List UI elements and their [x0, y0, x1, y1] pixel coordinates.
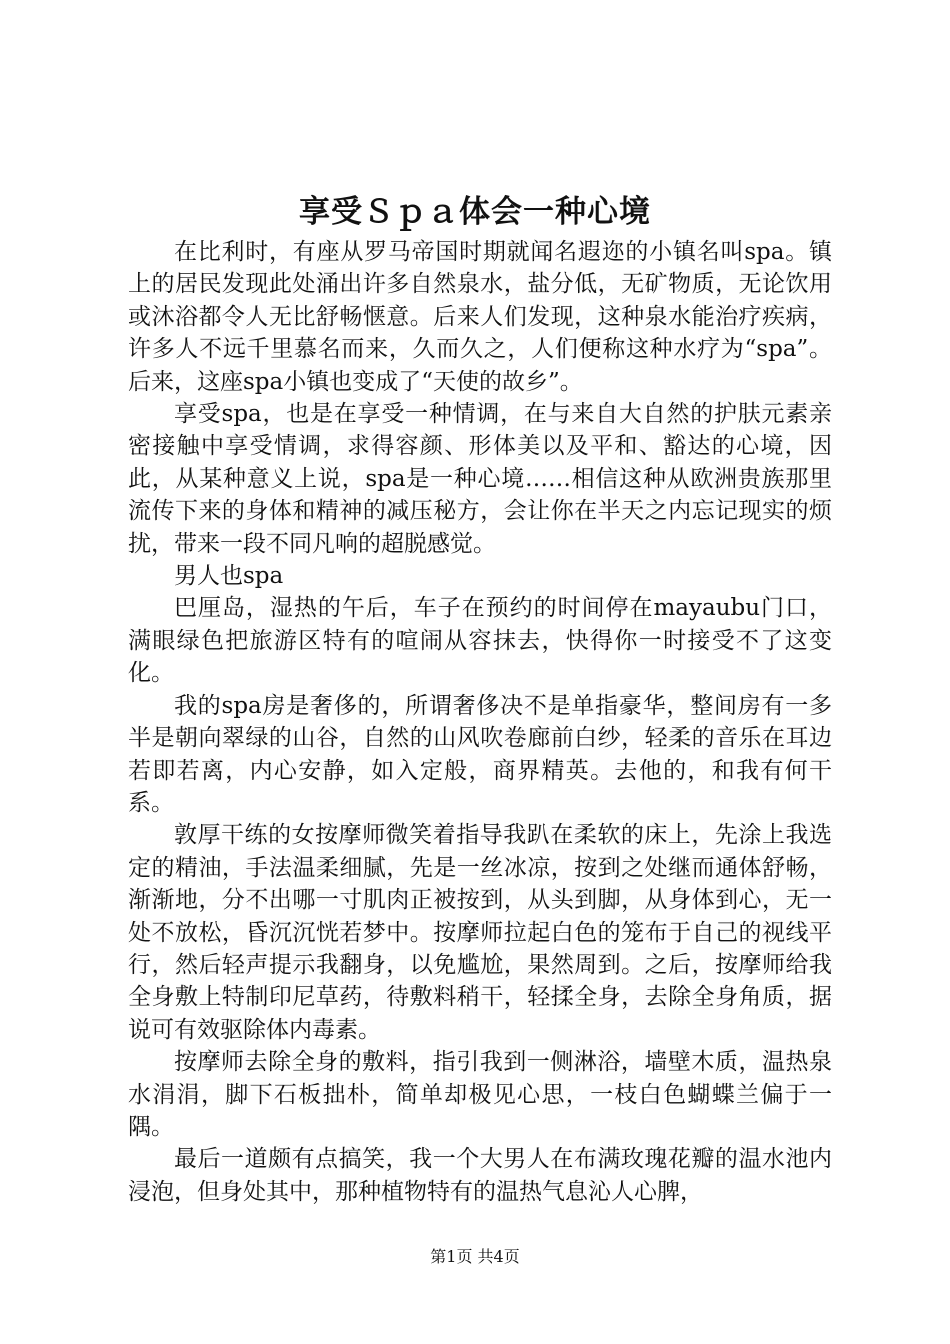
- document-body: [128, 236, 832, 1208]
- section-heading: 男人也spa: [174, 563, 284, 590]
- document-title: 享受Ｓｐａ体会一种心境: [299, 194, 651, 230]
- paragraph: 享受spa，也是在享受一种情调，在与来自大自然的护肤元素亲密接触中享受情调，求得容颜、形体美以及平和、豁达的心境，因此，从某种意义上说，spa是一种心境……相信这种从欧洲贵族那里流传下来的身体和精神的减压秘方，会让你在半天之内忘记现实的烦扰，带来一段不同凡响的超脱感觉。: [128, 401, 832, 557]
- page-footer: 第1页 共4页: [430, 1247, 520, 1266]
- paragraph: 最后一道颇有点搞笑，我一个大男人在布满玫瑰花瓣的温水池内浸泡，但身处其中，那种植物特有的温热气息沁人心脾，: [128, 1146, 832, 1205]
- paragraph: 在比利时，有座从罗马帝国时期就闻名遐迩的小镇名叫spa。镇上的居民发现此处涌出许多自然泉水，盐分低，无矿物质，无论饮用或沐浴都令人无比舒畅惬意。后来人们发现，这种泉水能治疗疾病，许多人不远千里慕名而来，久而久之，人们便称这种水疗为“spa”。后来，这座spa小镇也变成了“天使的故乡”。: [128, 239, 832, 395]
- paragraph: 按摩师去除全身的敷料，指引我到一侧淋浴，墙壁木质，温热泉水涓涓，脚下石板拙朴，简单却极见心思，一枝白色蝴蝶兰偏于一隅。: [128, 1049, 832, 1140]
- paragraph: 巴厘岛，湿热的午后，车子在预约的时间停在mayaubu门口，满眼绿色把旅游区特有的喧闹从容抹去，快得你一时接受不了这变化。: [128, 595, 832, 687]
- paragraph: 我的spa房是奢侈的，所谓奢侈决不是单指豪华，整间房有一多半是朝向翠绿的山谷，自然的山风吹卷廊前白纱，轻柔的音乐在耳边若即若离，内心安静，如入定般，商界精英。去他的，和我有何干系。: [128, 692, 832, 816]
- paragraph: 敦厚干练的女按摩师微笑着指导我趴在柔软的床上，先涂上我选定的精油，手法温柔细腻，先是一丝冰凉，按到之处继而通体舒畅，渐渐地，分不出哪一寸肌肉正被按到，从头到脚，从身体到心，无一处不放松，昏沉沉恍若梦中。按摩师拉起白色的笼布于自己的视线平行，然后轻声提示我翻身，以免尴尬，果然周到。之后，按摩师给我全身敷上特制印尼草药，待敷料稍干，轻揉全身，去除全身角质，据说可有效驱除体内毒素。: [128, 822, 832, 1043]
